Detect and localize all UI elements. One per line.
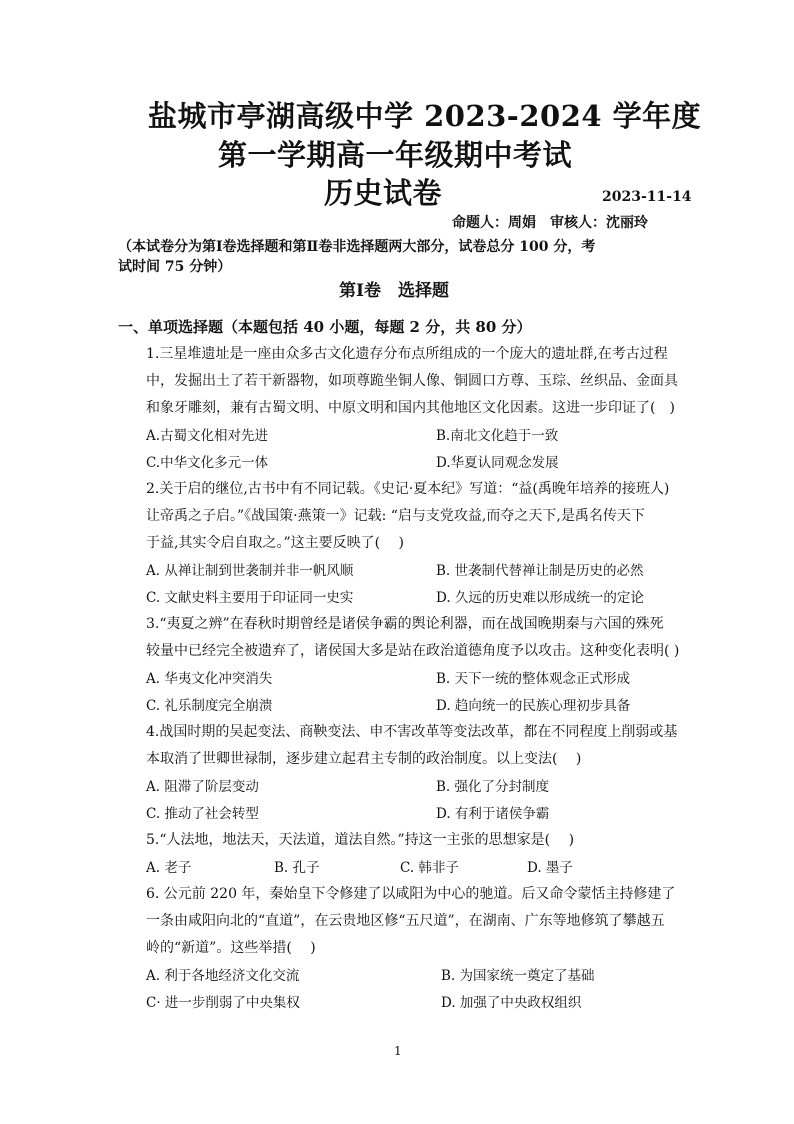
question-1-option-b[interactable]: B.南北文化趋于一致 [436, 428, 559, 444]
question-5-option-b[interactable]: B. 孔子 [274, 860, 320, 876]
question-1-option-d[interactable]: D.华夏认同观念发展 [436, 455, 559, 471]
question-6-line-2: 一条由咸阳向北的“直道”，在云贵地区修“五尺道”，在湖南、广东等地修筑了攀越五 [146, 913, 665, 929]
question-3-option-b[interactable]: B. 天下一统的整体观念正式形成 [436, 671, 631, 687]
question-2-option-d[interactable]: D. 久远的历史难以形成统一的定论 [436, 590, 644, 606]
question-2-option-b[interactable]: B. 世袭制代替禅让制是历史的必然 [436, 563, 644, 579]
question-2-line-1: 2.关于启的继位,古书中有不同记载。《史记·夏本纪》写道：“益(禹晚年培养的接班人) [146, 481, 670, 497]
question-4-option-d[interactable]: D. 有利于诸侯争霸 [436, 806, 550, 822]
question-1-option-a[interactable]: A.古蜀文化相对先进 [146, 428, 269, 444]
exam-date: 2023-11-14 [602, 189, 692, 205]
question-1-option-c[interactable]: C.中华文化多元一体 [146, 455, 269, 471]
question-3-option-d[interactable]: D. 趋向统一的民族心理初步具备 [436, 698, 631, 714]
question-3-option-a[interactable]: A. 华夷文化冲突消失 [146, 671, 273, 687]
author-credits: 命题人：周娟 审核人：沈丽玲 [452, 215, 648, 231]
question-5-line-1: 5.“人法地，地法天，天法道，道法自然。”持这一主张的思想家是( ) [146, 832, 575, 848]
question-6-option-a[interactable]: A. 利于各地经济文化交流 [146, 968, 300, 984]
part-title: 第Ⅰ卷 选择题 [339, 281, 449, 301]
question-1-line-1: 1.三星堆遗址是一座由众多古文化遗存分布点所组成的一个庞大的遗址群,在考古过程 [146, 346, 668, 362]
question-6-line-1: 6. 公元前 220 年，秦始皇下令修建了以咸阳为中心的驰道。后又命令蒙恬主持修建了 [146, 886, 676, 902]
question-1-line-2: 中，发掘出土了若干新器物，如项尊跪坐铜人像、铜圆口方尊、玉琮、丝织品、金面具 [146, 373, 678, 389]
question-5-option-d[interactable]: D. 墨子 [527, 860, 573, 876]
exam-note-line-2: 试时间 75 分钟） [118, 259, 232, 275]
question-2-option-c[interactable]: C. 文献史料主要用于印证同一史实 [146, 590, 354, 606]
question-2-line-2: 让帝禹之子启。”《战国策·燕策一》记载: “启与支党攻益,而夺之天下,是禹名传天下 [146, 508, 645, 524]
question-5-option-c[interactable]: C. 韩非子 [400, 860, 459, 876]
title-line-3: 历史试卷 [324, 176, 443, 210]
page-number: 1 [394, 1044, 402, 1058]
question-3-line-1: 3.“夷夏之辨”在春秋时期曾经是诸侯争霸的舆论利器，而在战国晚期秦与六国的殊死 [146, 616, 664, 632]
title-line-1: 盐城市亭湖高级中学 2023-2024 学年度 [148, 99, 702, 133]
question-6-option-c[interactable]: C· 进一步削弱了中央集权 [146, 995, 300, 1011]
question-1-line-3: 和象牙雕刻，兼有古蜀文明、中原文明和国内其他地区文化因素。这进一步印证了( ) [146, 400, 675, 416]
title-line-2: 第一学期高一年级期中考试 [218, 138, 573, 172]
exam-note-line-1: （本试卷分为第Ⅰ卷选择题和第Ⅱ卷非选择题两大部分，试卷总分 100 分，考 [118, 239, 596, 255]
question-4-line-1: 4.战国时期的吴起变法、商鞅变法、申不害改革等变法改革，都在不同程度上削弱或基 [146, 724, 678, 740]
question-3-option-c[interactable]: C. 礼乐制度完全崩溃 [146, 698, 273, 714]
question-5-option-a[interactable]: A. 老子 [146, 860, 192, 876]
question-6-option-d[interactable]: D. 加强了中央政权组织 [441, 995, 582, 1011]
question-3-line-2: 较量中已经完全被遗弃了，诸侯国大多是站在政治道德角度予以攻击。这种变化表明( ) [146, 643, 680, 659]
question-4-option-a[interactable]: A. 阻滞了阶层变动 [146, 779, 259, 795]
question-4-option-c[interactable]: C. 推动了社会转型 [146, 806, 259, 822]
section-title: 一、单项选择题（本题包括 40 小题，每题 2 分，共 80 分） [118, 318, 532, 336]
question-4-line-2: 本取消了世卿世禄制，逐步建立起君主专制的政治制度。以上变法( ) [146, 751, 582, 767]
question-2-line-3: 于益,其实令启自取之。”这主要反映了( ) [146, 535, 404, 551]
question-4-option-b[interactable]: B. 强化了分封制度 [436, 779, 550, 795]
question-6-option-b[interactable]: B. 为国家统一奠定了基础 [441, 968, 595, 984]
question-2-option-a[interactable]: A. 从禅让制到世袭制并非一帆风顺 [146, 563, 354, 579]
question-6-line-3: 岭的“新道”。这些举措( ) [146, 940, 316, 956]
